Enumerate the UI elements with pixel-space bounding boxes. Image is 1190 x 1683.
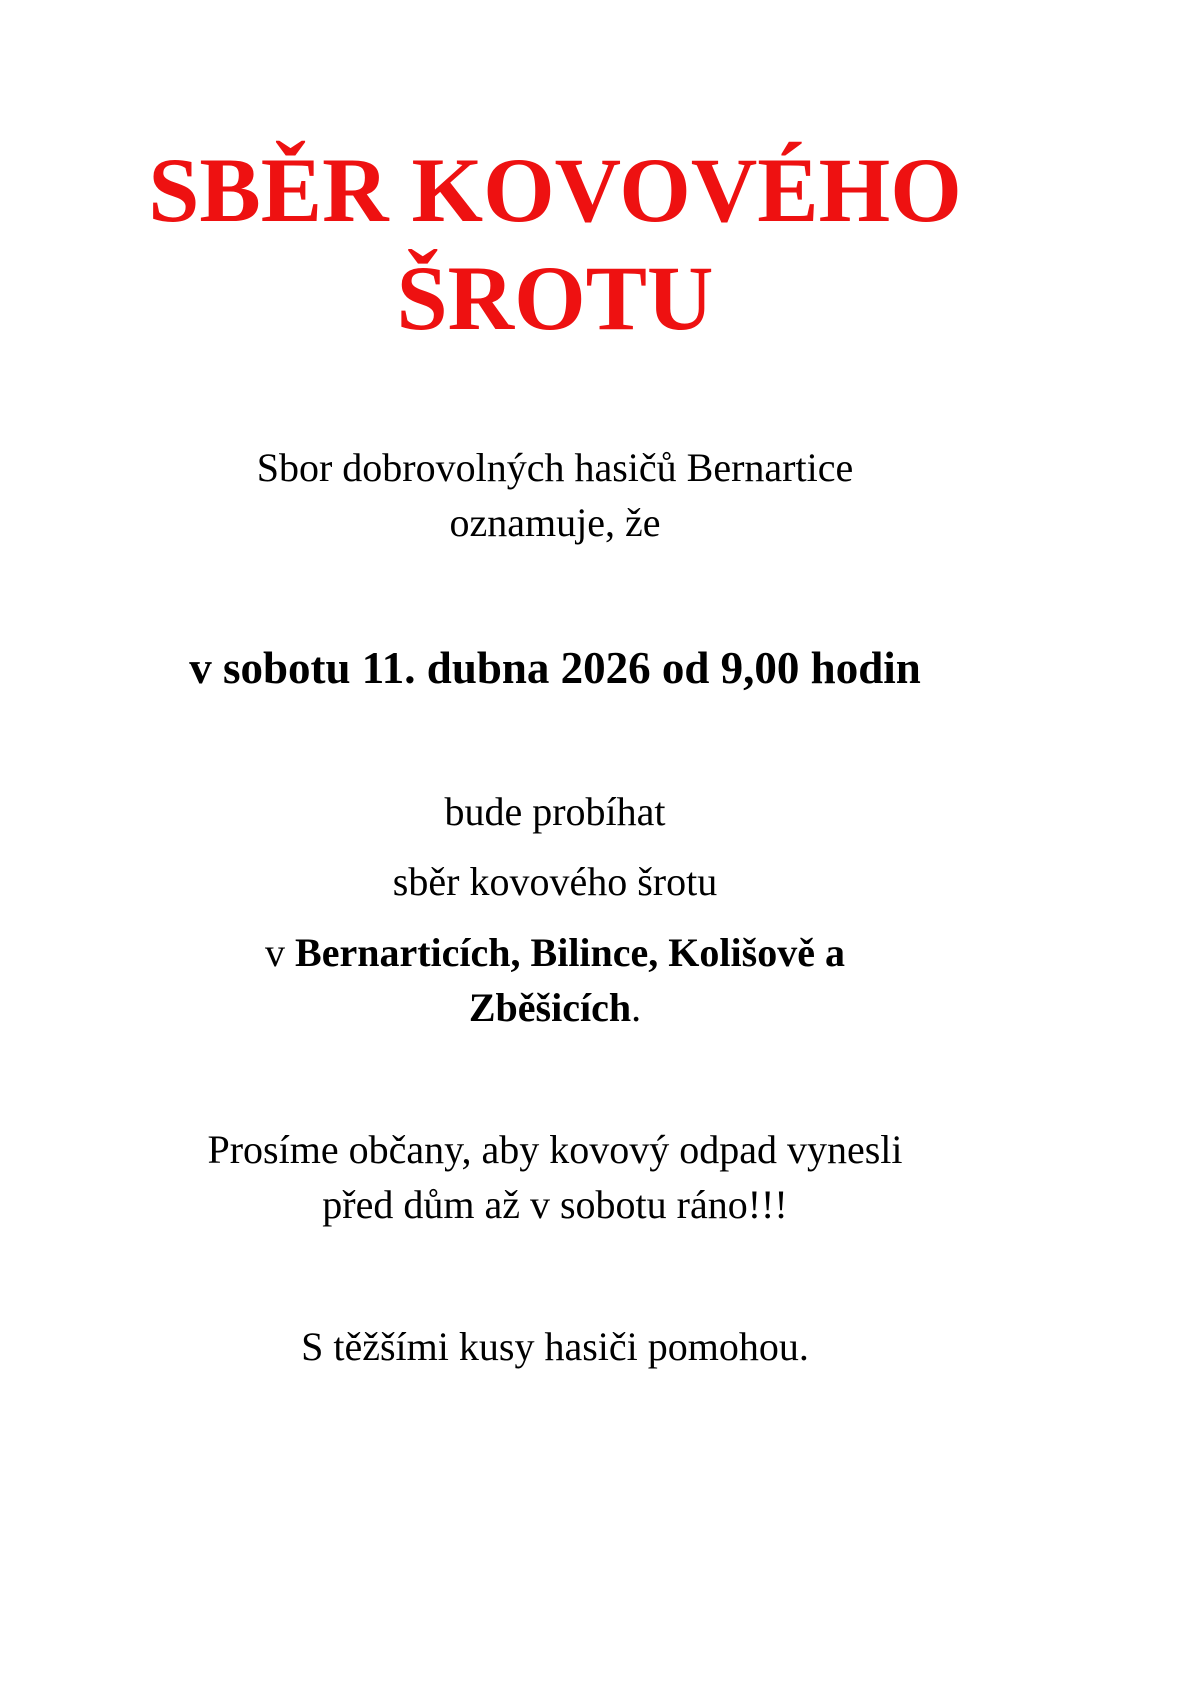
details-line-4 (0, 985, 1110, 1030)
details-suffix: . (631, 985, 642, 1030)
villages-list: Bernarticích, Bilince, Kolišově a (295, 930, 845, 975)
intro-line-2: oznamuje, že (449, 500, 661, 545)
date-line: v sobotu 11. dubna 2026 od 9,00 hodin (189, 643, 921, 693)
details-line-2: sběr kovového šrotu (392, 859, 718, 904)
title-line-2: ŠROTU (396, 247, 714, 349)
request-line-1: Prosíme občany, aby kovový odpad vynesli (207, 1127, 903, 1172)
closing-line: S těžšími kusy hasiči pomohou. (301, 1324, 809, 1369)
details-line-3 (0, 930, 1110, 975)
details-prefix: v (265, 930, 296, 975)
details-line-1: bude probíhat (444, 789, 666, 834)
village-last: Zběšicích (468, 985, 632, 1030)
request-line-2: před dům až v sobotu ráno!!! (322, 1182, 788, 1227)
intro-line-1: Sbor dobrovolných hasičů Bernartice (256, 445, 854, 490)
title-line-1: SBĚR KOVOVÉHO (148, 139, 962, 241)
